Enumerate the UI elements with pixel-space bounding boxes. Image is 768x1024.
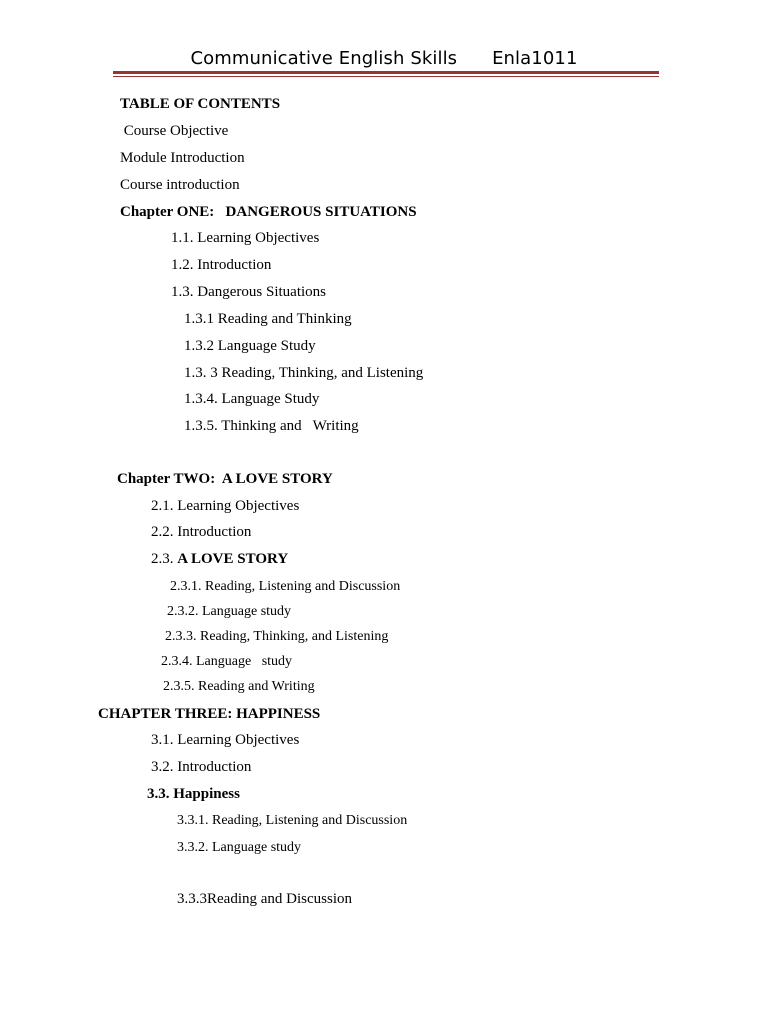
toc-entry-love-story — [151, 550, 288, 568]
toc-entry: 1.3.4. Language Study — [184, 391, 320, 407]
toc-heading: TABLE OF CONTENTS — [120, 96, 281, 112]
toc-entry: 2.3.1. Reading, Listening and Discussion — [170, 579, 401, 594]
toc-course-objective: Course Objective — [120, 123, 229, 139]
toc-entry: 1.3. Dangerous Situations — [171, 284, 326, 300]
toc-entry: 3.3.2. Language study — [177, 840, 302, 855]
toc-entry: 2.3.3. Reading, Thinking, and Listening — [165, 629, 389, 644]
toc-entry: 1.2. Introduction — [171, 257, 272, 273]
toc-entry: 3.2. Introduction — [151, 759, 252, 775]
chapter-two-suffix: : A LOVE STORY — [210, 471, 333, 487]
toc-entry: 1.3.5. Thinking and Writing — [184, 418, 359, 434]
toc-entry: 1.3. 3 Reading, Thinking, and Listening — [184, 365, 424, 381]
toc-entry: 3.3.1. Reading, Listening and Discussion — [177, 813, 408, 828]
toc-entry: 3.3. Happiness — [147, 786, 240, 802]
toc-entry: 2.3.2. Language study — [167, 604, 292, 619]
toc-entry: 1.1. Learning Objectives — [171, 230, 320, 246]
entry-number: 2.3. — [151, 551, 178, 567]
header-rule-thick — [113, 71, 659, 74]
toc-entry: 1.3.1 Reading and Thinking — [184, 311, 352, 327]
toc-entry: 3.1. Learning Objectives — [151, 732, 300, 748]
header-rule-thin — [113, 76, 659, 77]
toc-chapter-one-title: Chapter ONE: DANGEROUS SITUATIONS — [120, 204, 417, 220]
toc-chapter-three-title: CHAPTER THREE: HAPPINESS — [98, 706, 321, 722]
toc-chapter-two-title — [117, 470, 333, 488]
toc-entry: 2.3.4. Language study — [161, 654, 293, 669]
header-title: Communicative English Skills Enla1011 — [190, 48, 578, 69]
toc-module-introduction: Module Introduction — [120, 150, 245, 166]
chapter-two-prefix: Chapter TWO — [117, 471, 211, 487]
toc-entry: 2.1. Learning Objectives — [151, 498, 300, 514]
entry-bold-title: A LOVE STORY — [177, 551, 289, 567]
toc-entry: 3.3.3Reading and Discussion — [177, 891, 352, 907]
toc-entry: 1.3.2 Language Study — [184, 338, 316, 354]
toc-entry: 2.2. Introduction — [151, 524, 252, 540]
toc-course-introduction: Course introduction — [120, 177, 240, 193]
toc-entry: 2.3.5. Reading and Writing — [163, 679, 315, 694]
